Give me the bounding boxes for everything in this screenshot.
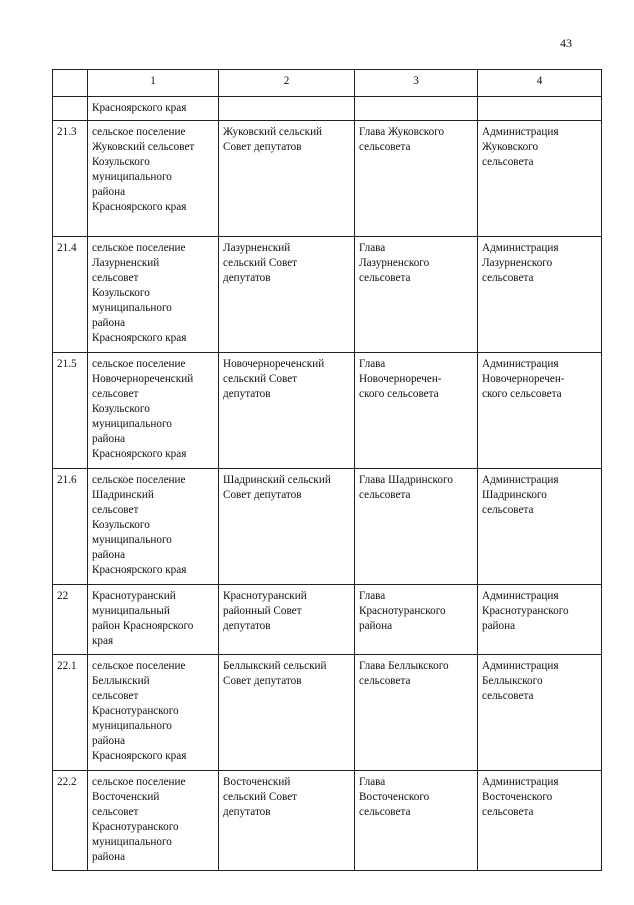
administration-cell: [478, 97, 602, 121]
council-cell: Жуковский сельский Совет депутатов: [219, 121, 355, 237]
row-number-cell: [53, 97, 88, 121]
entity-cell: сельское поселение Восточенский сельсовет Краснотуранского муниципального района: [88, 771, 219, 871]
head-cell: Глава Жуковского сельсовета: [355, 121, 478, 237]
row-number-cell: 22: [53, 585, 88, 655]
council-cell: Лазурненский сельский Совет депутатов: [219, 237, 355, 353]
table-row: [53, 97, 602, 121]
administration-cell: Администрация Шадринского сельсовета: [478, 469, 602, 585]
administration-cell: Администрация Жуковского сельсовета: [478, 121, 602, 237]
table-row: [53, 237, 602, 353]
entity-cell: Красноярского края: [88, 97, 219, 121]
table-header-row: [53, 70, 602, 97]
header-cell-1: 1: [88, 70, 219, 97]
administration-cell: Администрация Беллыкского сельсовета: [478, 655, 602, 771]
head-cell: Глава Новочерноречен- ского сельсовета: [355, 353, 478, 469]
head-cell: Глава Восточенского сельсовета: [355, 771, 478, 871]
table-row: [53, 585, 602, 655]
head-cell: Глава Шадринского сельсовета: [355, 469, 478, 585]
header-cell-3: 3: [355, 70, 478, 97]
council-cell: Новочернореченский сельский Совет депутатов: [219, 353, 355, 469]
header-cell-num: [53, 70, 88, 97]
row-number-cell: 21.4: [53, 237, 88, 353]
head-cell: Глава Беллыкского сельсовета: [355, 655, 478, 771]
head-cell: Глава Лазурненского сельсовета: [355, 237, 478, 353]
row-number-cell: 21.5: [53, 353, 88, 469]
entity-cell: сельское поселение Шадринский сельсовет Козульского муниципального района Красноярского края: [88, 469, 219, 585]
entity-cell: сельское поселение Лазурненский сельсовет Козульского муниципального района Красноярского края: [88, 237, 219, 353]
head-cell: Глава Краснотуранского района: [355, 585, 478, 655]
table-row: [53, 771, 602, 871]
header-cell-2: 2: [219, 70, 355, 97]
council-cell: Восточенский сельский Совет депутатов: [219, 771, 355, 871]
table-row: [53, 121, 602, 237]
row-number-cell: 21.6: [53, 469, 88, 585]
administration-cell: Администрация Восточенского сельсовета: [478, 771, 602, 871]
entity-cell: сельское поселение Жуковский сельсовет Козульского муниципального района Красноярского края: [88, 121, 219, 237]
table-row: [53, 469, 602, 585]
council-cell: [219, 97, 355, 121]
row-number-cell: 22.1: [53, 655, 88, 771]
entity-cell: сельское поселение Новочернореченский сельсовет Козульского муниципального района Красноярского края: [88, 353, 219, 469]
page-number: 43: [560, 36, 572, 50]
row-number-cell: 22.2: [53, 771, 88, 871]
entity-cell: сельское поселение Беллыкский сельсовет Краснотуранского муниципального района Красноярского края: [88, 655, 219, 771]
administration-cell: Администрация Новочерноречен- ского сельсовета: [478, 353, 602, 469]
row-number-cell: 21.3: [53, 121, 88, 237]
entity-cell: Краснотуранский муниципальный район Красноярского края: [88, 585, 219, 655]
administration-cell: Администрация Краснотуранского района: [478, 585, 602, 655]
council-cell: Шадринский сельский Совет депутатов: [219, 469, 355, 585]
table-row: [53, 655, 602, 771]
administration-cell: Администрация Лазурненского сельсовета: [478, 237, 602, 353]
table-row: [53, 353, 602, 469]
head-cell: [355, 97, 478, 121]
council-cell: Краснотуранский районный Совет депутатов: [219, 585, 355, 655]
council-cell: Беллыкский сельский Совет депутатов: [219, 655, 355, 771]
municipal-bodies-table: [52, 69, 602, 871]
header-cell-4: 4: [478, 70, 602, 97]
